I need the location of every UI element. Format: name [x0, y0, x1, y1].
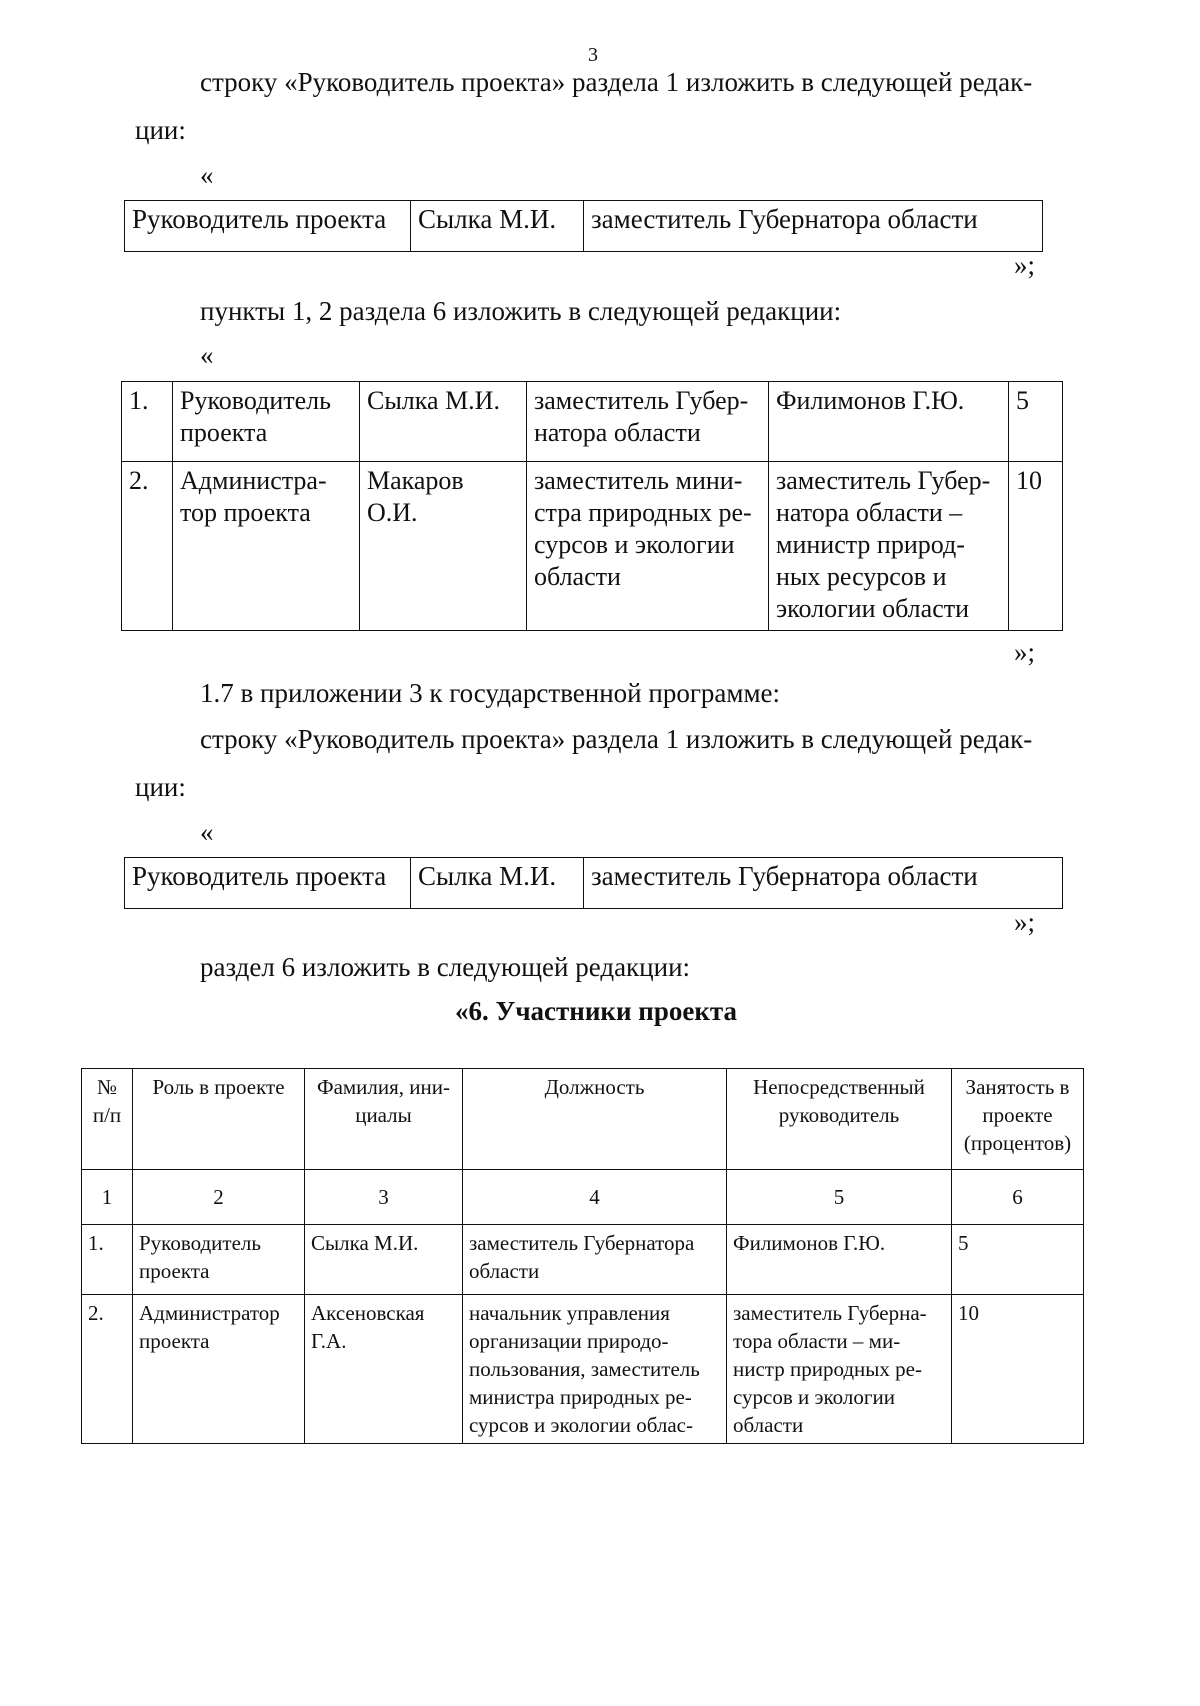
column-header: Роль в проекте [133, 1069, 305, 1170]
table-cell: Руководитель проекта [173, 382, 360, 462]
table-row [82, 1225, 1084, 1295]
table-cell: Сылка М.И. [411, 858, 584, 909]
column-header: Занятость в проекте (процентов) [952, 1069, 1084, 1170]
column-header: № п/п [82, 1069, 133, 1170]
table-cell: 5 [1009, 382, 1063, 462]
column-header: Фамилия, ини-циалы [305, 1069, 463, 1170]
table-row [122, 462, 1063, 631]
table-section-6-items [121, 381, 1063, 631]
table-cell: начальник управления организации природо-пользования, заместитель министра природных ре-сурсов и экологии облас- [463, 1295, 727, 1444]
table-cell: Макаров О.И. [360, 462, 527, 631]
column-header: Непосредственный руководитель [727, 1069, 952, 1170]
table-cell: 2. [122, 462, 173, 631]
close-quote: »; [1014, 637, 1036, 667]
table-cell: 2. [82, 1295, 133, 1444]
table-row [122, 382, 1063, 462]
table-cell: Филимонов Г.Ю. [769, 382, 1009, 462]
table-cell: Руководитель проекта [125, 858, 411, 909]
table-cell: заместитель Губерна-тора области – ми-нистр природных ре-сурсов и экологии области [727, 1295, 952, 1444]
paragraph-3: 1.7 в приложении 3 к государственной программе: [200, 678, 781, 708]
table-cell: Руководитель проекта [133, 1225, 305, 1295]
table-project-leader-1 [124, 200, 1043, 252]
table-cell: 10 [1009, 462, 1063, 631]
table-row [125, 858, 1063, 909]
paragraph-2: пункты 1, 2 раздела 6 изложить в следующей редакции: [200, 296, 842, 326]
table-cell: заместитель Губер-натора области [527, 382, 769, 462]
column-number: 4 [463, 1170, 727, 1225]
column-number-row [82, 1170, 1084, 1225]
paragraph-5: раздел 6 изложить в следующей редакции: [200, 952, 691, 982]
table-row [125, 201, 1043, 252]
column-number: 2 [133, 1170, 305, 1225]
table-row [82, 1295, 1084, 1444]
paragraph-1-line-2: ции: [135, 115, 186, 145]
open-quote: « [200, 340, 214, 370]
paragraph-1-line-1: строку «Руководитель проекта» раздела 1 изложить в следующей редак- [200, 67, 1033, 97]
table-cell: Сылка М.И. [360, 382, 527, 462]
table-project-participants [81, 1068, 1084, 1444]
column-number: 1 [82, 1170, 133, 1225]
page-number: 3 [588, 44, 598, 66]
table-cell: Администратор проекта [133, 1295, 305, 1444]
close-quote: »; [1014, 907, 1036, 937]
close-quote: »; [1014, 250, 1036, 280]
table-cell: заместитель мини-стра природных ре-сурсов и экологии области [527, 462, 769, 631]
table-cell: Аксеновская Г.А. [305, 1295, 463, 1444]
table-cell: Администра-тор проекта [173, 462, 360, 631]
table-cell: заместитель Губернатора области [463, 1225, 727, 1295]
open-quote: « [200, 817, 214, 847]
table-cell: Сылка М.И. [305, 1225, 463, 1295]
column-header: Должность [463, 1069, 727, 1170]
paragraph-4-line-2: ции: [135, 772, 186, 802]
table-cell: 1. [122, 382, 173, 462]
table-project-leader-2 [124, 857, 1063, 909]
table-cell: 1. [82, 1225, 133, 1295]
column-number: 6 [952, 1170, 1084, 1225]
column-number: 5 [727, 1170, 952, 1225]
table-cell: 10 [952, 1295, 1084, 1444]
table-cell: Сылка М.И. [411, 201, 584, 252]
table-cell: 5 [952, 1225, 1084, 1295]
table-cell: заместитель Губернатора области [584, 201, 1043, 252]
table-header-row [82, 1069, 1084, 1170]
column-number: 3 [305, 1170, 463, 1225]
paragraph-4-line-1: строку «Руководитель проекта» раздела 1 изложить в следующей редак- [200, 724, 1033, 754]
open-quote: « [200, 160, 214, 190]
table-cell: заместитель Губер-натора области – министр природ-ных ресурсов и экологии области [769, 462, 1009, 631]
table-cell: Филимонов Г.Ю. [727, 1225, 952, 1295]
table-cell: заместитель Губернатора области [584, 858, 1063, 909]
section-heading: «6. Участники проекта [455, 996, 737, 1026]
table-cell: Руководитель проекта [125, 201, 411, 252]
